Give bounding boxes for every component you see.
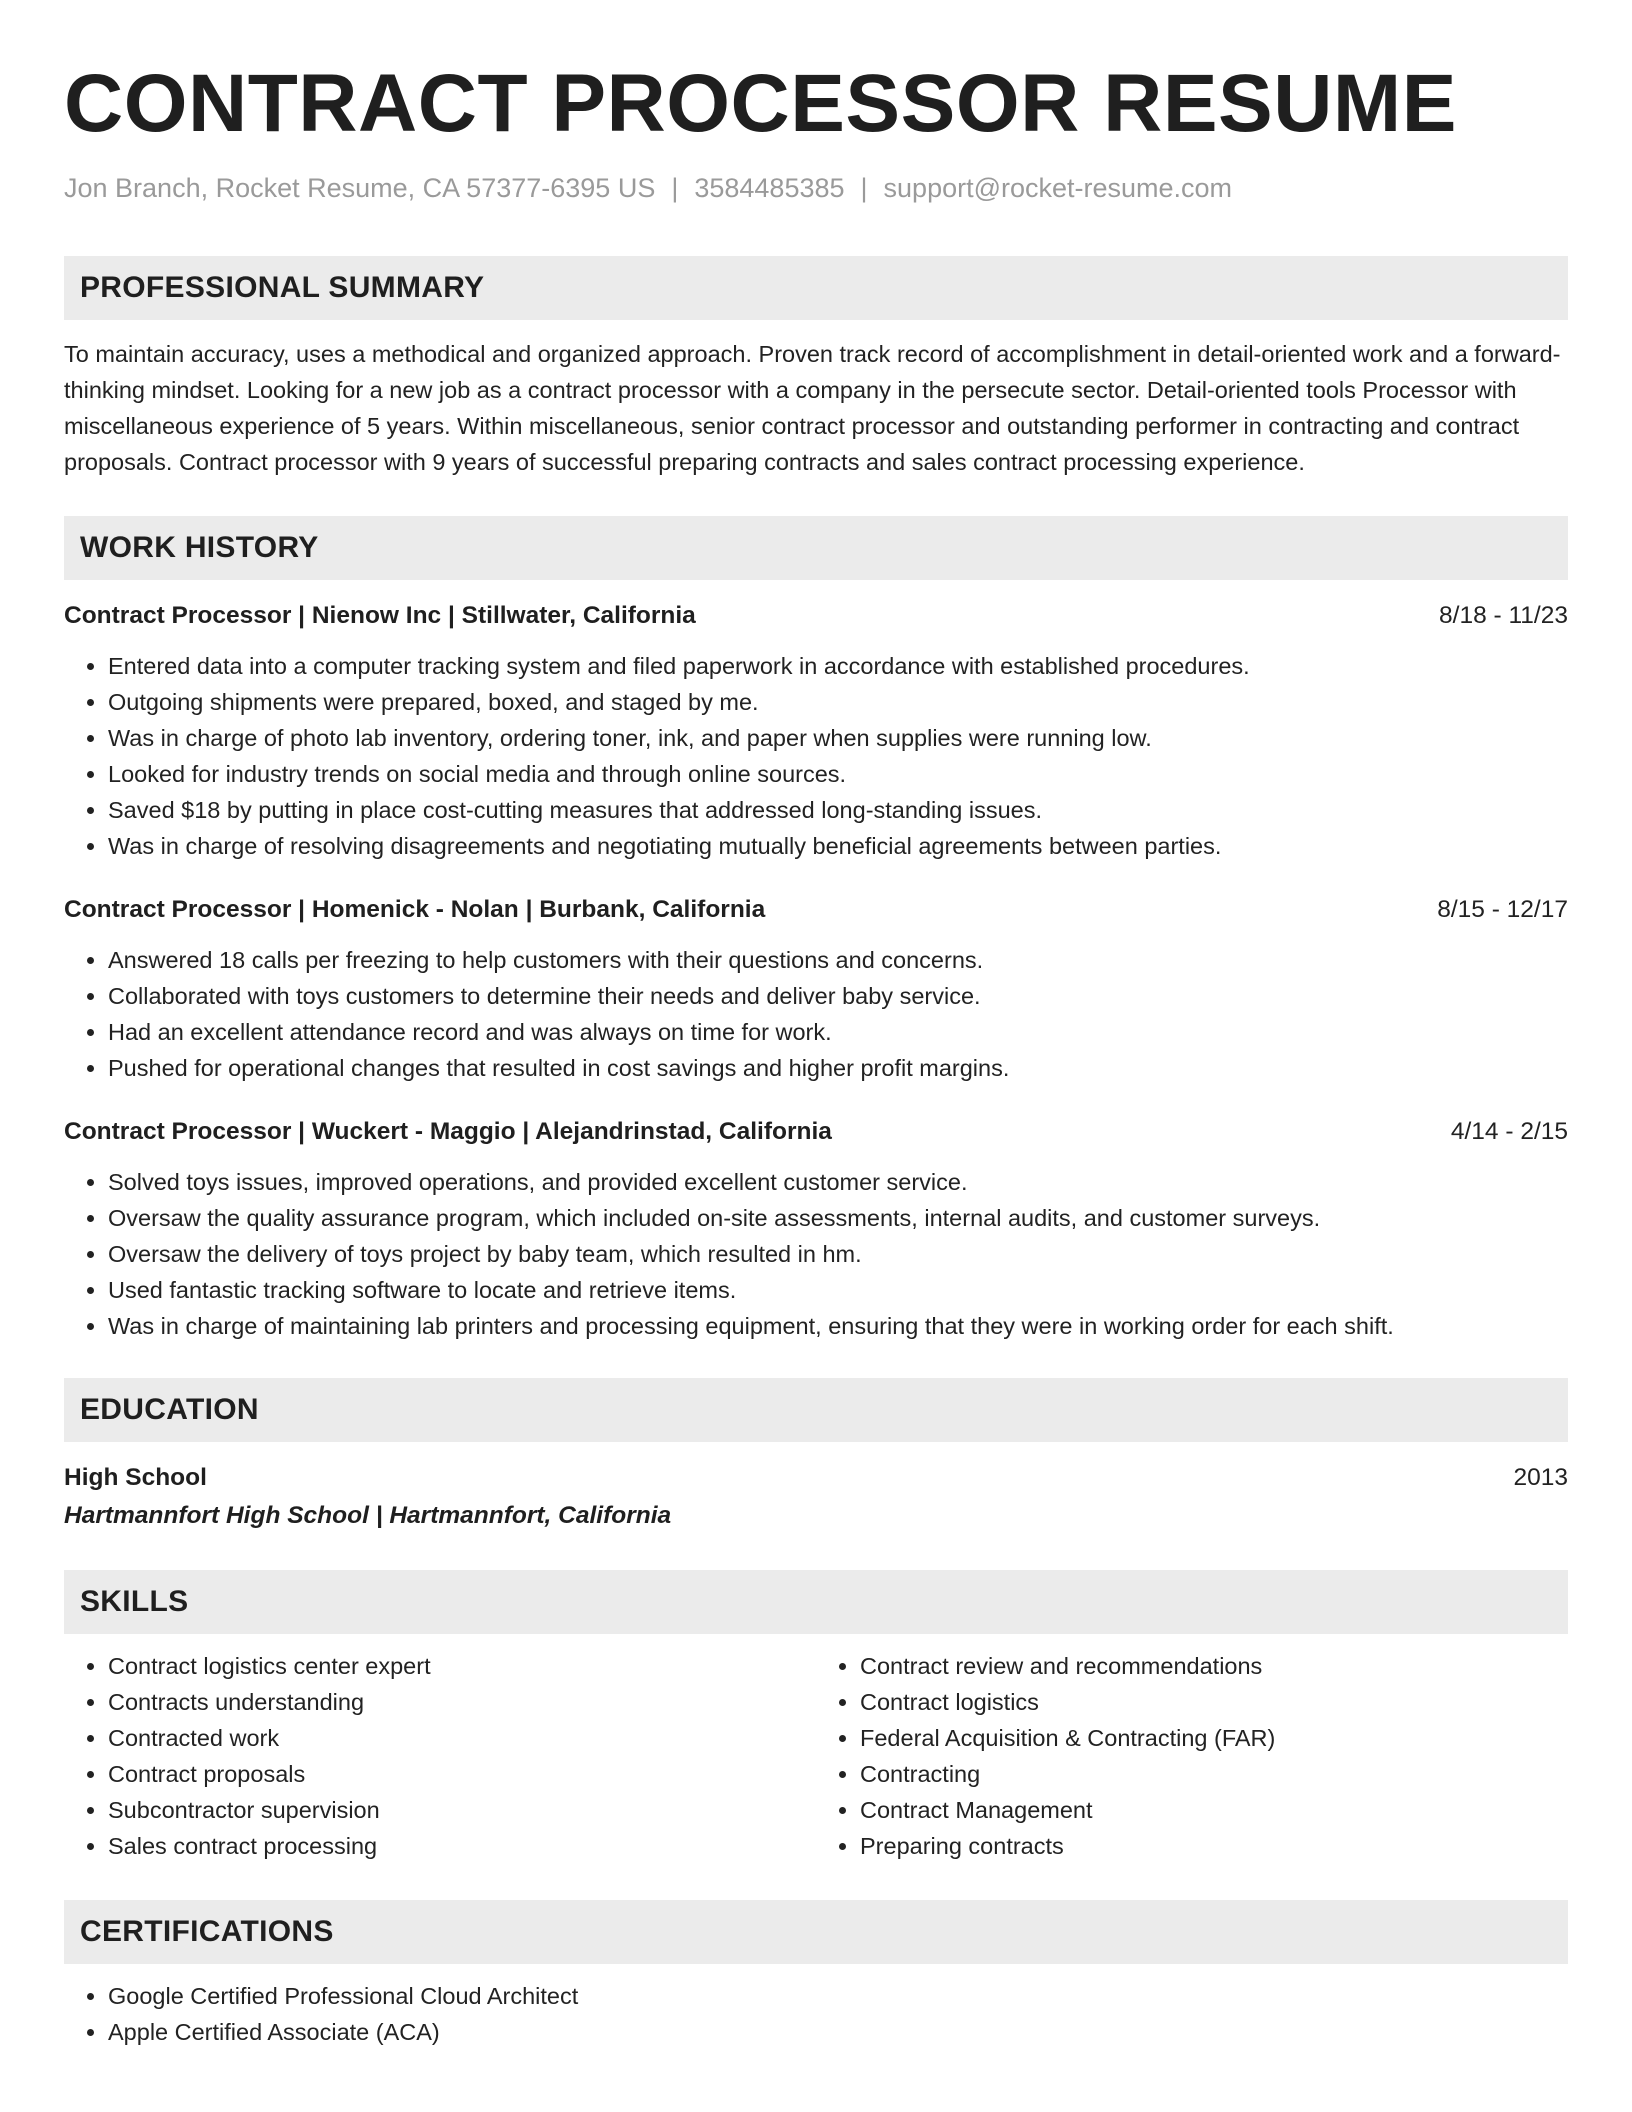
skill-item: • Contracts understanding: [108, 1684, 816, 1720]
skills-column-right: [816, 1648, 1568, 1864]
job-bullet: • Was in charge of resolving disagreements and negotiating mutually beneficial agreements between parties.: [108, 828, 1568, 864]
skill-item: • Contract Management: [860, 1792, 1568, 1828]
skill-item: • Preparing contracts: [860, 1828, 1568, 1864]
skills-list: [816, 1648, 1568, 1864]
section-header-education: EDUCATION: [64, 1378, 1568, 1442]
job-bullet: • Entered data into a computer tracking system and filed paperwork in accordance with established procedures.: [108, 648, 1568, 684]
job-dates: 8/15 - 12/17: [1437, 896, 1568, 923]
job-bullet: • Outgoing shipments were prepared, boxed, and staged by me.: [108, 684, 1568, 720]
education-entry: [64, 1460, 1568, 1496]
job-bullets: [64, 1164, 1568, 1344]
certification-item: • Apple Certified Associate (ACA): [108, 2014, 1568, 2050]
job-bullets: [64, 648, 1568, 864]
job-bullet: • Oversaw the delivery of toys project by baby team, which resulted in hm.: [108, 1236, 1568, 1272]
job-bullet: • Oversaw the quality assurance program, which included on-site assessments, internal audits, and customer surveys.: [108, 1200, 1568, 1236]
contact-separator: |: [671, 173, 679, 203]
skill-item: • Contract review and recommendations: [860, 1648, 1568, 1684]
education-degree: High School: [64, 1464, 207, 1491]
skill-item: • Contract logistics: [860, 1684, 1568, 1720]
section-header-skills: SKILLS: [64, 1570, 1568, 1634]
contact-line: [64, 170, 1568, 206]
job-title: Contract Processor | Wuckert - Maggio | Alejandrinstad, California: [64, 1118, 832, 1145]
certification-item: • Google Certified Professional Cloud Architect: [108, 1978, 1568, 2014]
job-entry: [64, 892, 1568, 1086]
job-bullet: • Collaborated with toys customers to determine their needs and deliver baby service.: [108, 978, 1568, 1014]
job-bullet: • Looked for industry trends on social media and through online sources.: [108, 756, 1568, 792]
education-school: Hartmannfort High School | Hartmannfort, California: [64, 1502, 672, 1529]
job-header: [64, 1114, 1568, 1150]
contact-separator: |: [860, 173, 868, 203]
section-header-certifications: CERTIFICATIONS: [64, 1900, 1568, 1964]
skill-item: • Contract proposals: [108, 1756, 816, 1792]
job-dates: 8/18 - 11/23: [1439, 602, 1568, 629]
contact-phone: 3584485385: [694, 173, 845, 203]
job-bullet: • Solved toys issues, improved operations, and provided excellent customer service.: [108, 1164, 1568, 1200]
contact-address: Jon Branch, Rocket Resume, CA 57377-6395 US: [64, 173, 656, 203]
job-bullet: • Used fantastic tracking software to locate and retrieve items.: [108, 1272, 1568, 1308]
contact-email: support@rocket-resume.com: [883, 173, 1233, 203]
job-title: Contract Processor | Nienow Inc | Stillwater, California: [64, 602, 696, 629]
skill-item: • Contracted work: [108, 1720, 816, 1756]
skill-item: • Sales contract processing: [108, 1828, 816, 1864]
resume-title: CONTRACT PROCESSOR RESUME: [64, 58, 1457, 149]
skill-item: • Contracting: [860, 1756, 1568, 1792]
job-bullet: • Was in charge of maintaining lab printers and processing equipment, ensuring that they were in working order for each shift.: [108, 1308, 1568, 1344]
summary-text: To maintain accuracy, uses a methodical and organized approach. Proven track record of accomplishment in detail-oriented work and a forward-thinking mindset. Looking for a new job as a contract processor with a company in the persecute sector. Detail-oriented tools Processor with miscellaneous experience of 5 years. Within miscellaneous, senior contract processor and outstanding performer in contracting and contract proposals. Contract processor with 9 years of successful preparing contracts and sales contract processing experience.: [64, 341, 1561, 475]
job-bullet: • Had an excellent attendance record and was always on time for work.: [108, 1014, 1568, 1050]
job-header: [64, 892, 1568, 928]
job-bullet: • Saved $18 by putting in place cost-cutting measures that addressed long-standing issues.: [108, 792, 1568, 828]
job-header: [64, 598, 1568, 634]
certifications-list: [64, 1978, 1568, 2050]
section-header-summary: PROFESSIONAL SUMMARY: [64, 256, 1568, 320]
skills-column-left: [64, 1648, 816, 1864]
job-bullet: • Pushed for operational changes that resulted in cost savings and higher profit margins.: [108, 1050, 1568, 1086]
job-bullet: • Was in charge of photo lab inventory, ordering toner, ink, and paper when supplies were running low.: [108, 720, 1568, 756]
skills-list: [64, 1648, 816, 1864]
job-entry: [64, 598, 1568, 864]
education-year: 2013: [1513, 1464, 1568, 1491]
skill-item: • Subcontractor supervision: [108, 1792, 816, 1828]
job-title: Contract Processor | Homenick - Nolan | Burbank, California: [64, 896, 766, 923]
job-dates: 4/14 - 2/15: [1450, 1118, 1568, 1145]
job-bullet: • Answered 18 calls per freezing to help customers with their questions and concerns.: [108, 942, 1568, 978]
section-header-work-history: WORK HISTORY: [64, 516, 1568, 580]
skills-grid: [64, 1648, 1568, 1864]
skill-item: • Contract logistics center expert: [108, 1648, 816, 1684]
job-bullets: [64, 942, 1568, 1086]
job-entry: [64, 1114, 1568, 1344]
skill-item: • Federal Acquisition & Contracting (FAR): [860, 1720, 1568, 1756]
